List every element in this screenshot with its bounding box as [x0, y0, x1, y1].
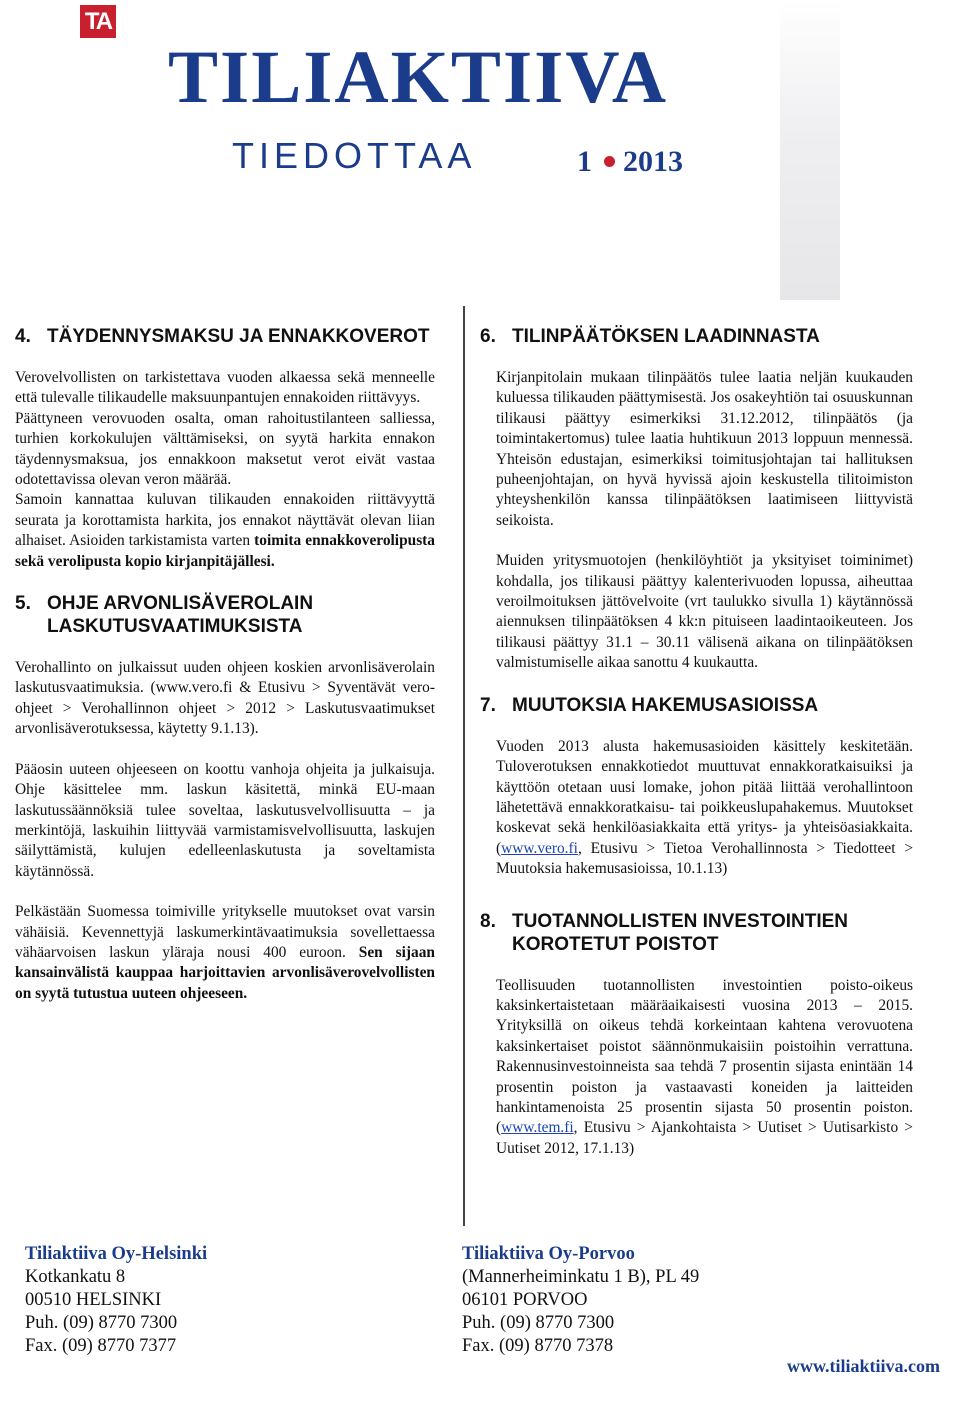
section-number: 5. — [15, 593, 31, 615]
address-line: 00510 HELSINKI — [25, 1290, 162, 1310]
brand-subtitle: TIEDOTTAA — [232, 135, 477, 176]
section-4-paragraph: Päättyneen verovuoden osalta, oman rahoitustilanteen salliessa, turhien korkokulujen välttämiseksi, on syytä harkita ennakon täydennysmaksua, jos ennakkoon maksetut verot eivät vastaa odotettavissa olevan veron määrää. — [15, 409, 435, 489]
address-line: 06101 PORVOO — [462, 1290, 588, 1310]
section-number: 8. — [480, 910, 496, 932]
issue-year: 2013 — [623, 145, 683, 178]
column-divider — [463, 306, 465, 1226]
vero-link[interactable]: www.vero.fi — [501, 839, 578, 857]
section-title: TÄYDENNYSMAKSU JA ENNAKKOVEROT — [47, 326, 430, 347]
section-number: 7. — [480, 694, 496, 716]
office-title: Tiliaktiiva Oy-Porvoo — [462, 1244, 635, 1264]
section-6-paragraph: Kirjanpitolain mukaan tilinpäätös tulee laatia neljän kuukauden kuluessa tilikauden päättymisestä. Jos osakeyhtiön tai osuuskunnan tilikausi päättyy esimerkiksi 31.12.2012, tilinpäätös (ja toimintakertomus) tulee laatia huhtikuun 2013 loppuun mennessä. Yhteisön edustajan, esimerkiksi toimitusjohtajan tai hallituksen puheenjohtajan, on hyvä hyvissä ajoin keskustella tilitoimiston yhteyshenkilön kanssa tilinpäätöksen laatimiseen liittyvistä seikoista. — [496, 369, 913, 529]
section-8-heading — [480, 910, 913, 956]
issue-number — [577, 147, 683, 177]
website-link[interactable]: www.tiliaktiiva.com — [787, 1356, 940, 1376]
fax: Fax. (09) 8770 7377 — [25, 1336, 177, 1356]
left-column — [15, 325, 435, 1024]
section-5-heading — [15, 592, 435, 638]
footer-helsinki — [25, 1243, 207, 1358]
brand-title: TILIAKTIIVA — [168, 36, 668, 119]
phone: Puh. (09) 8770 7300 — [462, 1313, 615, 1333]
section-4-heading — [15, 325, 435, 348]
company-logo-mark: TA — [80, 5, 116, 38]
section-5-paragraph: Pääosin uuteen ohjeeseen on koottu vanhoja ohjeita ja julkaisuja. Ohje käsittelee mm. laskun käsitettä, minkä EU-maan laskutussäännöksiä tulee soveltaa, laskutusvelvollisuutta – ja merkintöjä, laskuihin liittyvää varmistamisvelvollisuutta, laskujen säilyttämistä, kulujen edelleenlaskutusta ja soveltamista käytännössä. — [15, 760, 435, 880]
section-7-paragraph: Vuoden 2013 alusta hakemusasioiden käsittely keskitetään. Tuloverotuksen ennakkotiedot muuttuvat ennakkoratkaisuiksi ja käyttöön otetaan uusi lomake, johon pitää liittää verohallintoon lähetettävä ennakkoratkaisu- tai poikkeuslupahakemus. Muutokset koskevat sekä henkilöasiakkaita että yritys- ja yhteisöasiakkaita. (www.vero.fi, Etusivu > Tietoa Verohallinnosta > Tiedotteet > Muutoksia hakemusasioissa, 10.1.13) — [496, 737, 913, 878]
phone: Puh. (09) 8770 7300 — [25, 1313, 178, 1333]
section-title: OHJE ARVONLISÄVEROLAIN LASKUTUSVAATIMUKSISTA — [47, 593, 314, 638]
right-column — [480, 325, 913, 1179]
section-number: 4. — [15, 326, 31, 347]
section-5-paragraph: Pelkästään Suomessa toimiville yritykselle muutokset ovat varsin vähäisiä. Kevennettyjä laskumerkintävaatimuksia sovellettaessa vähäarvoisen laskun yläraja nousi 400 euroon. Sen sijaan kansainvälistä kauppaa harjoittavien arvonlisäverovelvollisten on syytä tutustua uuteen ohjeeseen. — [15, 903, 435, 1002]
masthead-decoration — [780, 0, 840, 300]
section-6-heading — [480, 325, 913, 348]
section-title: MUUTOKSIA HAKEMUSASIOISSA — [512, 694, 819, 716]
tem-link[interactable]: www.tem.fi — [501, 1119, 574, 1137]
issue-dot-icon — [604, 156, 615, 167]
address-line: Kotkankatu 8 — [25, 1267, 126, 1287]
issue-no: 1 — [577, 145, 592, 178]
section-4-intro: Verovelvollisten on tarkistettava vuoden alkaessa sekä menneelle että tulevalle tilikaudelle maksuunpantujen ennakoiden riittävyys. — [15, 369, 435, 407]
section-number: 6. — [480, 326, 496, 347]
address-line: (Mannerheiminkatu 1 B), PL 49 — [462, 1267, 700, 1287]
section-7-heading — [480, 694, 913, 717]
office-title: Tiliaktiiva Oy-Helsinki — [25, 1244, 208, 1264]
fax: Fax. (09) 8770 7378 — [462, 1336, 614, 1356]
section-6-paragraph: Muiden yritysmuotojen (henkilöyhtiöt ja yksityiset toiminimet) kohdalla, jos tilikausi päättyy kalenterivuoden lopussa, aiheuttaa veroilmoituksen jättövelvoite (vrt taulukko sivulla 1) käytännössä aiennuksen tilinpäätöksen 4 kk:n pituiseen laadintaoikeuteen. Jos tilikausi päättyy 31.1 – 30.11 välisenä aikana on tilinpäätöksen valmistumiselle aikaa sanottu 4 kuukautta. — [496, 552, 913, 672]
section-4-paragraph: Samoin kannattaa kuluvan tilikauden ennakoiden riittävyyttä seurata ja korottamista harkita, jos ennakot näyttävät olevan liian alhaiset. Asioiden tarkistamista varten toimita ennakkoverolipusta sekä verolipusta kopio kirjanpitäjällesi. — [15, 491, 436, 570]
section-title: TUOTANNOLLISTEN INVESTOINTIEN KOROTETUT POISTOT — [512, 910, 849, 955]
section-8-paragraph: Teollisuuden tuotannollisten investointien poisto-oikeus kaksinkertaistetaan määräaikaisesti vuosina 2013 – 2015. Yrityksillä on oikeus tehdä korkeintaan kahtena verovuotena kaksinkertaiset poistot säännönmukaisiin poistoihin verrattuna. Rakennusinvestoinneista saa tehdä 7 prosentin sijasta enintään 14 prosentin poiston ja vastaavasti koneiden ja laitteiden hankintamenoista 25 prosentin sijasta 50 prosentin poiston. (www.tem.fi, Etusivu > Ajankohtaista > Uutiset > Uutisarkisto > Uutiset 2012, 17.1.13) — [496, 976, 913, 1157]
footer-porvoo — [462, 1243, 699, 1358]
section-title: TILINPÄÄTÖKSEN LAADINNASTA — [512, 326, 820, 347]
section-5-paragraph: Verohallinto on julkaissut uuden ohjeen koskien arvonlisäverolain laskutusvaatimuksia. (www.vero.fi & Etusivu > Syventävät vero-ohjeet > Verohallinnon ohjeet > 2012 > Laskutusvaatimukset arvonlisäverotuksessa, käytetty 9.1.13). — [15, 659, 435, 738]
